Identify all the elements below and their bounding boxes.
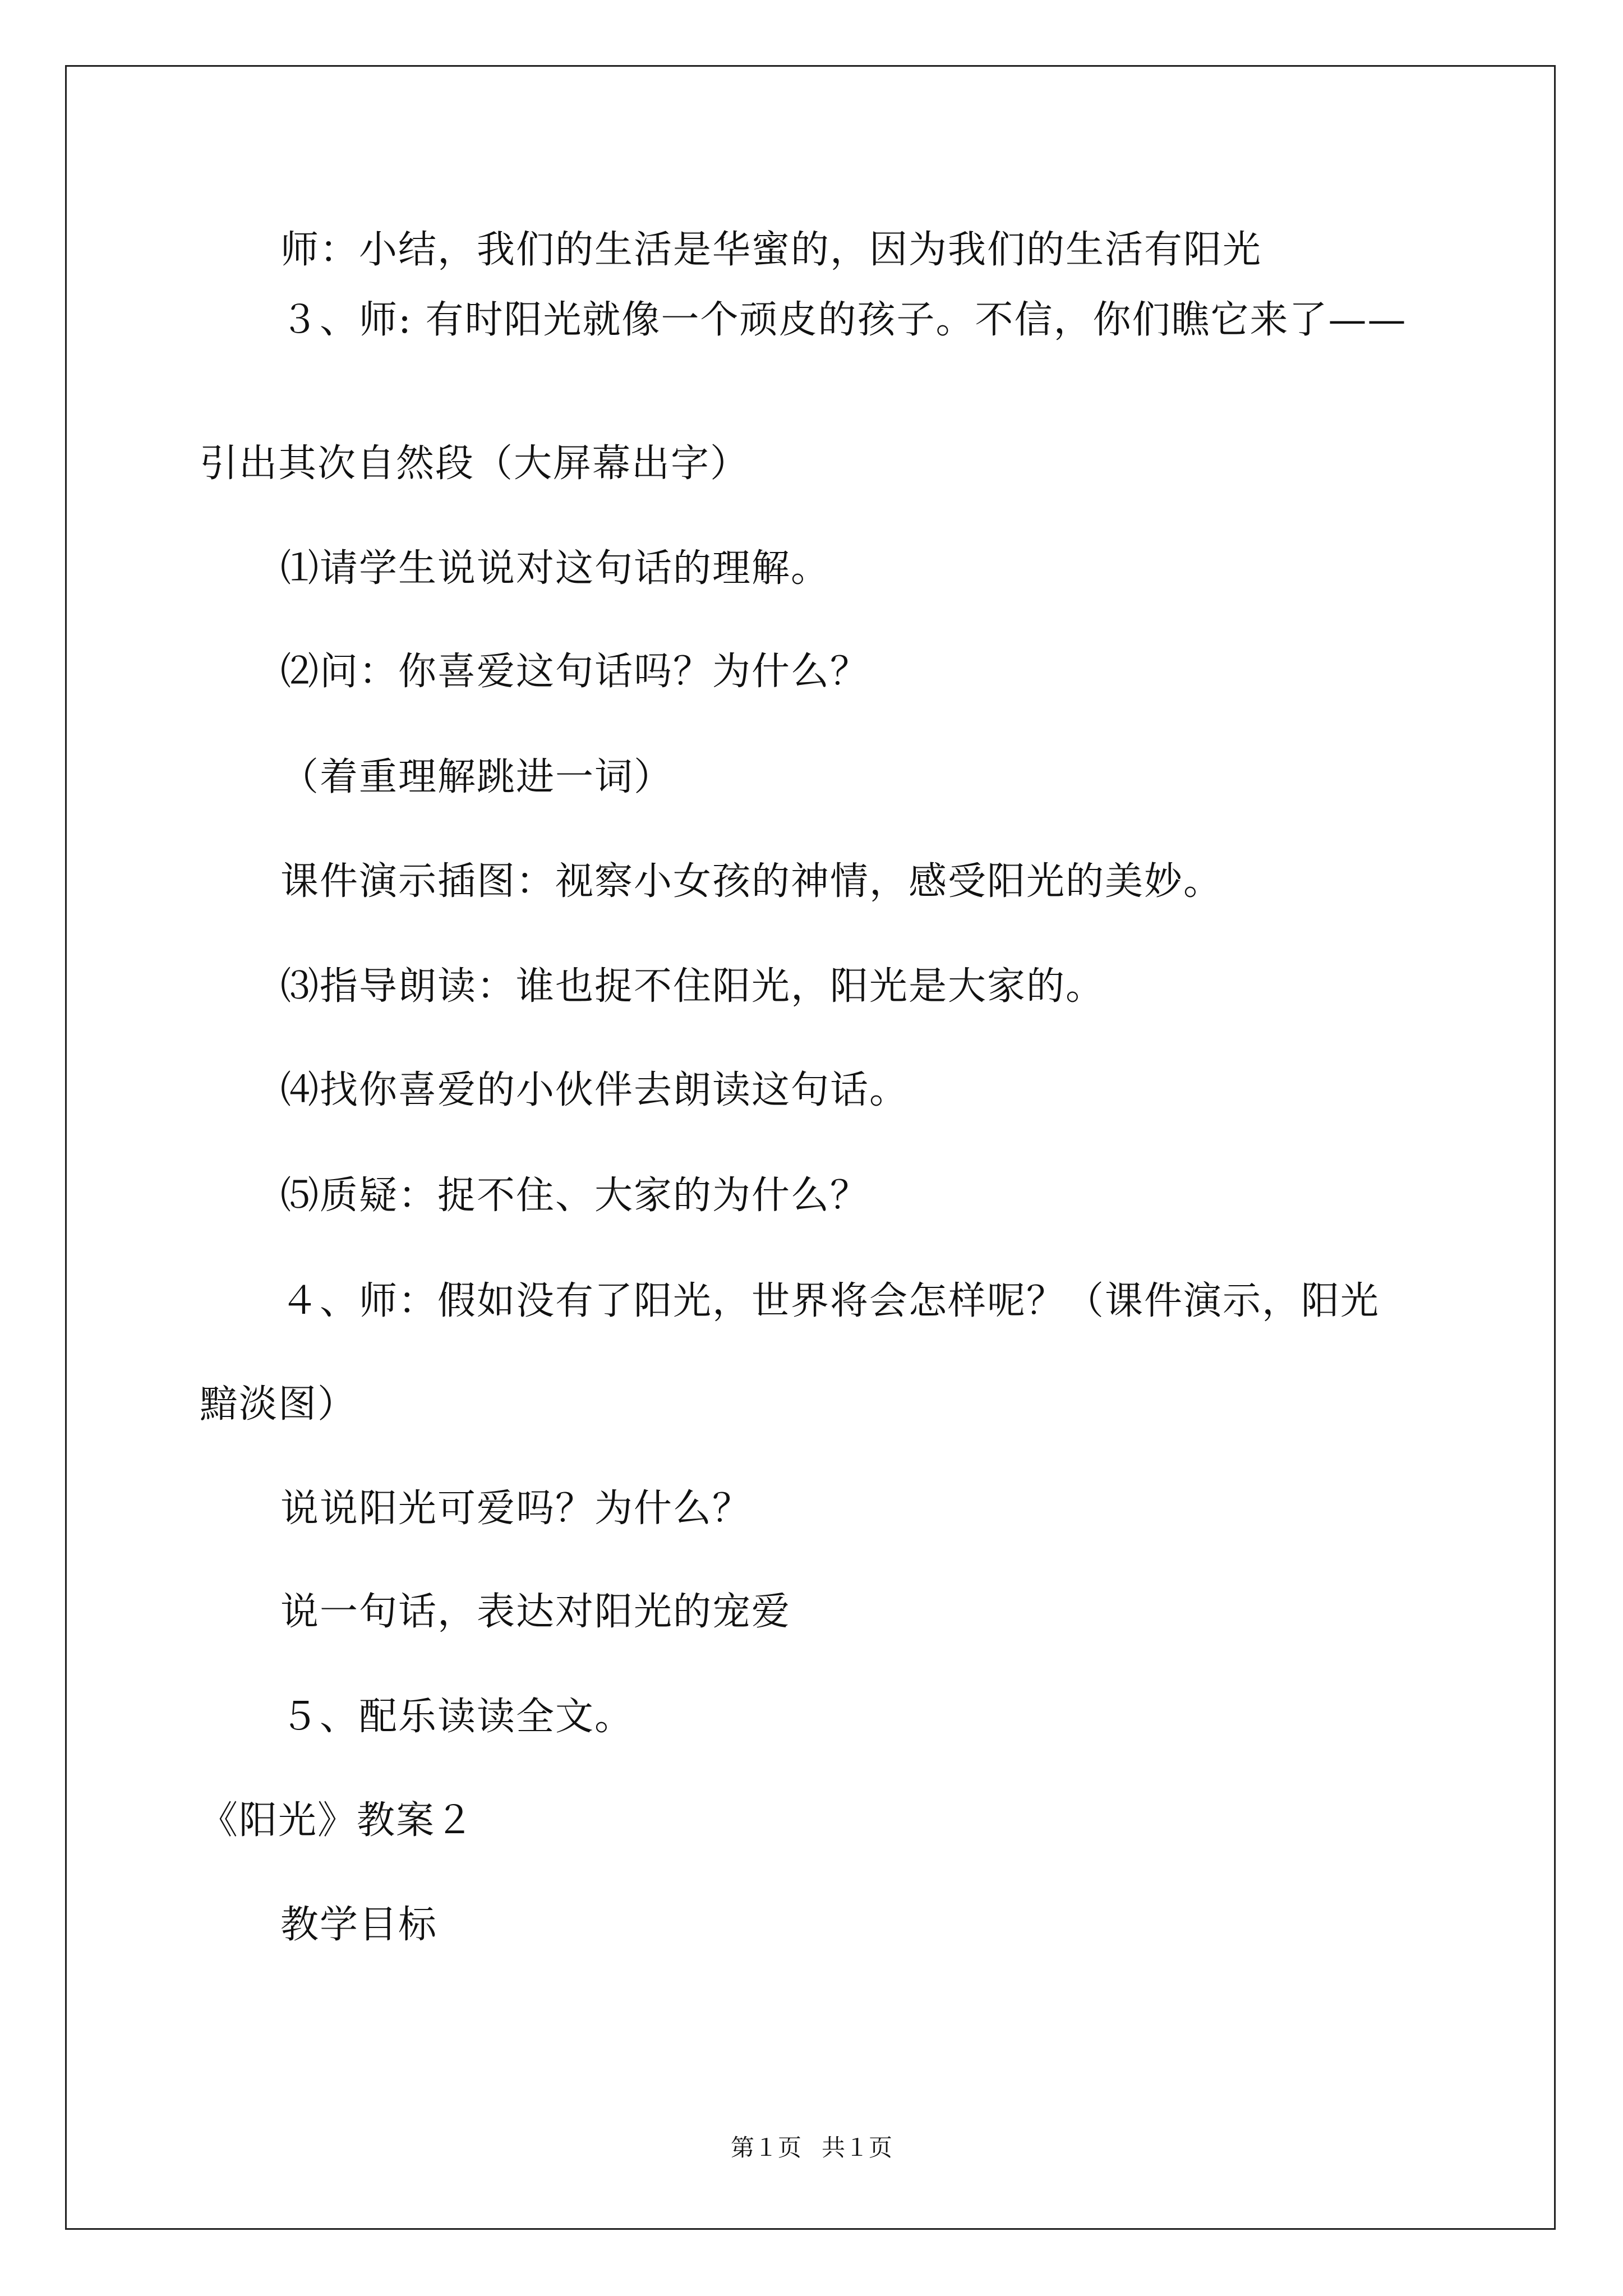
paragraph: ４、师：假如没有了阳光，世界将会怎样呢？（课件演示，阳光 (280, 1279, 1380, 1323)
page-number-current: 第１页 (730, 2134, 801, 2161)
paragraph: 课件演示插图：视察小女孩的神情，感受阳光的美妙。 (280, 859, 1223, 904)
paragraph: ⑸质疑：捉不住、大家的为什么？ (280, 1174, 870, 1218)
paragraph: ５、配乐读读全文。 (280, 1695, 634, 1739)
paragraph: ⑴请学生说说对这句话的理解。 (280, 546, 831, 591)
paragraph: ⑷找你喜爱的小伙伴去朗读这句话。 (280, 1068, 909, 1112)
page-footer (0, 2136, 1623, 2160)
paragraph: 黯淡图） (200, 1382, 357, 1427)
paragraph: （着重理解跳进一词） (280, 755, 674, 799)
paragraph: 说一句话，表达对阳光的宠爱 (280, 1590, 791, 1634)
paragraph: ３、师: 有时阳光就像一个顽皮的孩子。不信，你们瞧它来了—— (280, 298, 1407, 342)
paragraph: ⑵问：你喜爱这句话吗？为什么？ (280, 650, 870, 694)
paragraph: 引出其次自然段（大屏幕出字） (200, 441, 750, 486)
paragraph: 师：小结，我们的生活是华蜜的，因为我们的生活有阳光 (280, 228, 1262, 272)
paragraph: 教学目标 (280, 1903, 438, 1947)
paragraph: 说说阳光可爱吗？为什么？ (280, 1487, 752, 1531)
section-heading: 《阳光》教案２ (200, 1798, 475, 1843)
paragraph: ⑶指导朗读：谁也捉不住阳光，阳光是大家的。 (280, 964, 1105, 1009)
page-number-total: 共１页 (822, 2134, 893, 2161)
